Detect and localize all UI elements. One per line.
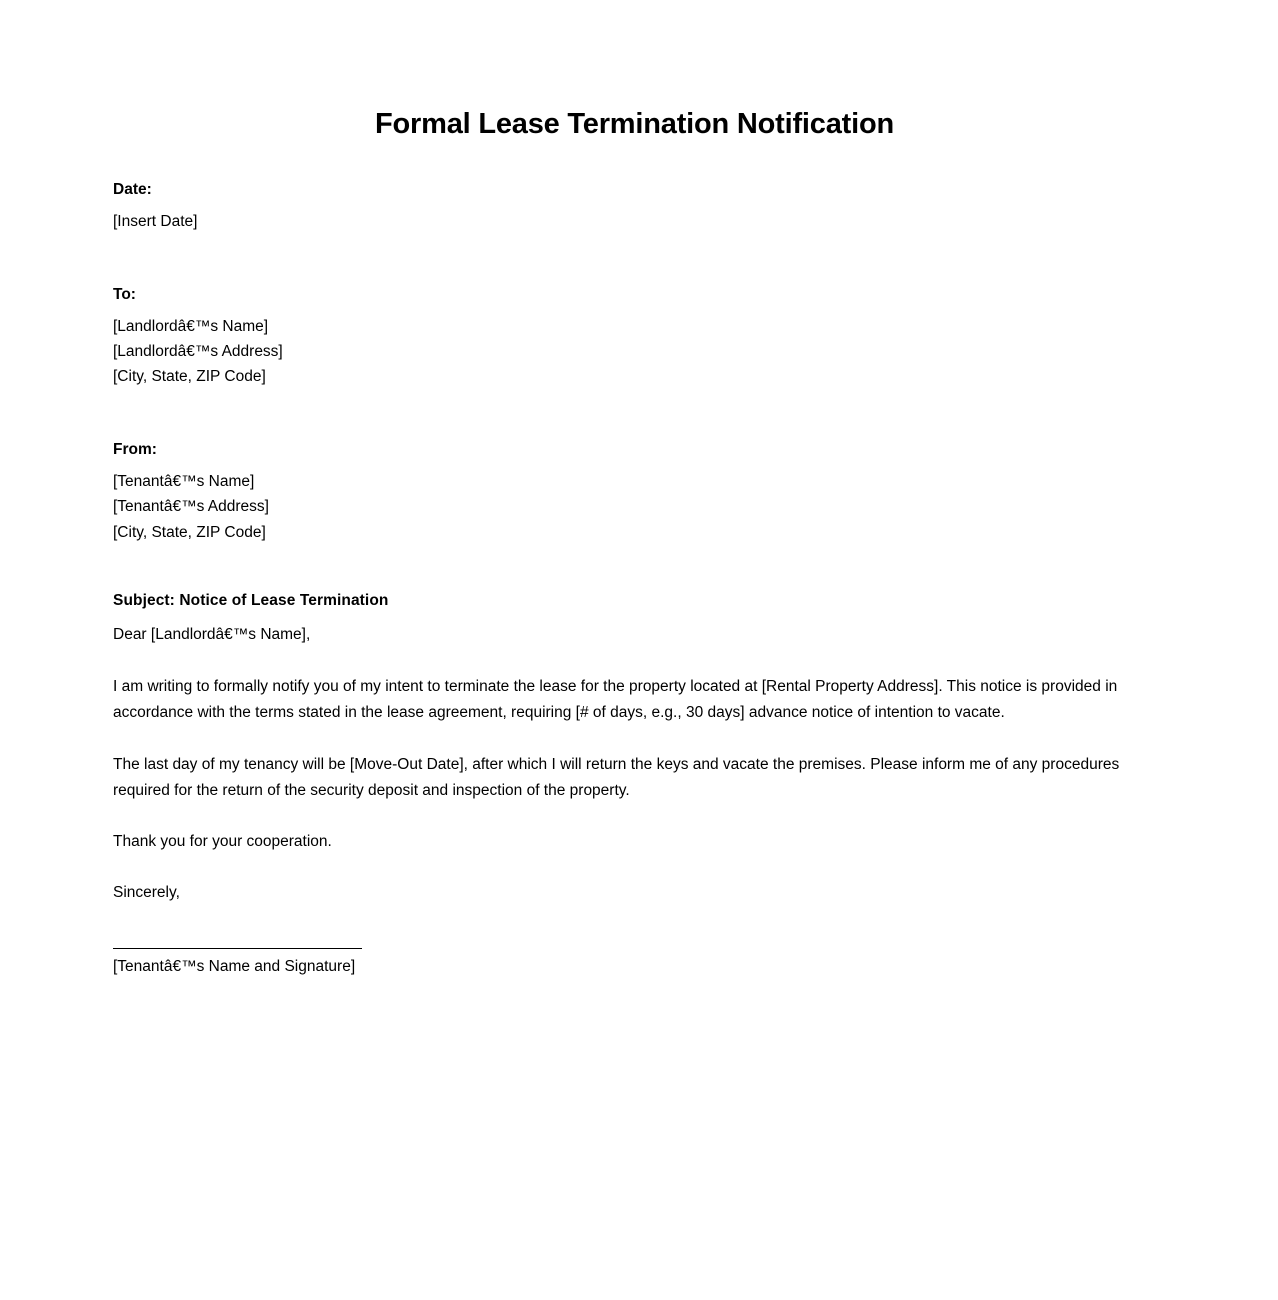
recipient-section bbox=[113, 285, 1156, 390]
date-section bbox=[113, 180, 1156, 234]
tenant-name: [Tenantâ€™s Name] bbox=[113, 472, 255, 490]
date-label: Date: bbox=[113, 181, 152, 199]
closing-salutation: Sincerely, bbox=[113, 884, 180, 902]
signature-rule bbox=[113, 948, 362, 949]
tenant-address: [Tenantâ€™s Address] bbox=[113, 498, 269, 516]
body-paragraph-1: I am writing to formally notify you of my intent to terminate the lease for the property located at [Rental Property Address]. This notice is provided in accordance with the terms stated in the lease agreement, requiring [# of days, e.g., 30 days] advance notice of intention to vacate. bbox=[113, 678, 1118, 721]
to-label: To: bbox=[113, 285, 136, 303]
landlord-name: [Landlordâ€™s Name] bbox=[113, 317, 269, 335]
landlord-address: [Landlordâ€™s Address] bbox=[113, 343, 283, 360]
signature-name-label: [Tenantâ€™s Name and Signature] bbox=[113, 957, 356, 975]
tenant-city-state-zip: [City, State, ZIP Code] bbox=[113, 523, 266, 541]
landlord-city-state-zip: [City, State, ZIP Code] bbox=[113, 368, 266, 386]
from-label: From: bbox=[113, 440, 157, 458]
salutation: Dear [Landlordâ€™s Name], bbox=[113, 625, 311, 643]
letter-body bbox=[113, 0, 1156, 979]
signature-section bbox=[113, 948, 1156, 979]
page-title: Formal Lease Termination Notification bbox=[375, 108, 894, 140]
date-value: [Insert Date] bbox=[113, 213, 198, 231]
closing-thanks: Thank you for your cooperation. bbox=[113, 832, 332, 850]
body-paragraph-2: The last day of my tenancy will be [Move-Out Date], after which I will return the keys and vacate the premises. Please inform me of any procedures required for the return of the security deposit and inspection of the property. bbox=[113, 756, 1120, 799]
sender-section bbox=[113, 440, 1156, 545]
subject-line: Subject: Notice of Lease Termination bbox=[113, 591, 389, 609]
